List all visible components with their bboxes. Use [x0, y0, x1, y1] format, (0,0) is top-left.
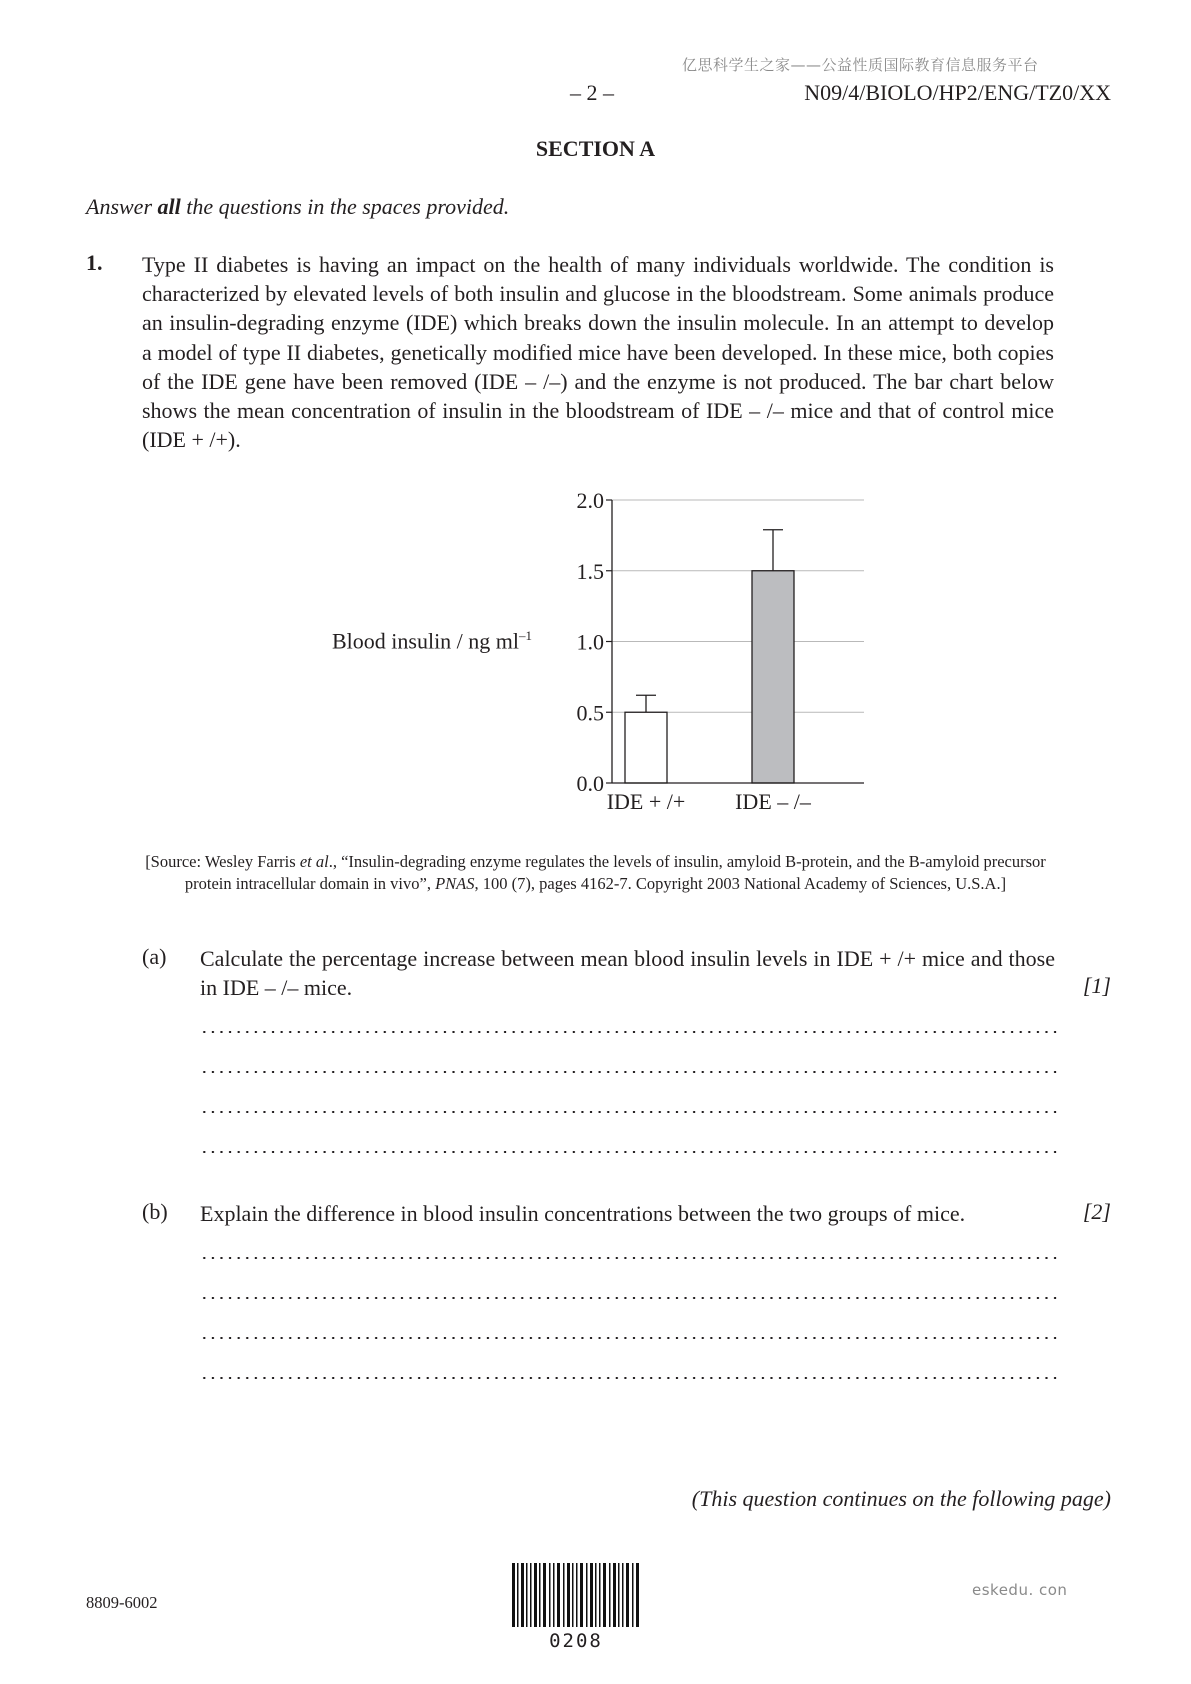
chart-y-label — [332, 628, 532, 654]
part-a-marks: [1] — [1082, 973, 1111, 998]
part-a-label: (a) — [142, 944, 167, 969]
source-line-1-italic: et al — [299, 852, 329, 871]
x-category-label: IDE + /+ — [606, 789, 686, 814]
answer-line-b1[interactable] — [200, 1257, 1060, 1259]
source-line-2 — [0, 873, 1191, 895]
barcode-number: 0208 — [549, 1630, 603, 1652]
barcode-icon — [512, 1563, 642, 1627]
part-b-label: (b) — [142, 1199, 168, 1224]
answer-line-a2[interactable] — [200, 1071, 1060, 1073]
y-tick-label: 0.0 — [576, 771, 604, 796]
x-category-label: IDE – /– — [735, 789, 811, 814]
question-number: 1. — [86, 250, 103, 275]
source-line-1-prefix: [Source: Wesley Farris — [145, 852, 300, 871]
bar-ide-plus — [625, 712, 667, 783]
source-line-1-suffix: ., “Insulin-degrading enzyme regulates the levels of insulin, amyloid B-protein, and the B-amyloid precursor — [328, 852, 1046, 871]
y-tick-label: 1.5 — [576, 558, 604, 584]
part-b-text: Explain the difference in blood insulin concentrations between the two groups of mice. — [200, 1201, 966, 1226]
y-tick-label: 2.0 — [576, 490, 604, 513]
source-line-2-italic: PNAS — [435, 874, 475, 893]
answer-line-b3[interactable] — [200, 1337, 1060, 1339]
source-line-1 — [0, 851, 1191, 873]
instruction — [86, 194, 509, 220]
page-number: – 2 – — [570, 80, 614, 105]
section-title: SECTION A — [535, 136, 656, 161]
answer-line-a4[interactable] — [200, 1151, 1060, 1153]
part-a-text: Calculate the percentage increase between mean blood insulin levels in IDE + /+ mice and those in IDE – /– mice. — [200, 946, 1055, 1000]
paper-code: N09/4/BIOLO/HP2/ENG/TZ0/XX — [804, 80, 1111, 105]
instruction-before: Answer — [86, 194, 158, 219]
source-line-2-prefix: protein intracellular domain in vivo”, — [184, 874, 436, 893]
y-tick-label: 1.0 — [576, 629, 604, 655]
chart-y-label-text: Blood insulin / ng ml — [332, 628, 520, 654]
instruction-emphasis: all — [157, 194, 181, 219]
watermark-header: 亿思科学生之家——公益性质国际教育信息服务平台 — [682, 56, 1039, 74]
site-watermark: eskedu. con — [972, 1581, 1068, 1599]
chart-y-label-superscript: –1 — [519, 628, 533, 643]
source-citation — [0, 851, 1191, 895]
footer-code: 8809-6002 — [86, 1593, 158, 1612]
answer-line-b4[interactable] — [200, 1377, 1060, 1379]
answer-line-b2[interactable] — [200, 1297, 1060, 1299]
bar-ide-minus — [752, 571, 794, 783]
answer-line-a3[interactable] — [200, 1111, 1060, 1113]
y-tick-label: 0.5 — [576, 700, 604, 726]
answer-line-a1[interactable] — [200, 1031, 1060, 1033]
question-text: Type II diabetes is having an impact on the health of many individuals worldwide. The condition is characterized by elevated levels of both insulin and glucose in the bloodstream. Some animals produce an insulin-degrading enzyme (IDE) which breaks down the insulin molecule. In an attempt to develop a model of type II diabetes, genetically modified mice have been developed. In these mice, both copies of the IDE gene have been removed (IDE – /–) and the enzyme is not produced. The bar chart below shows the mean concentration of insulin in the bloodstream of IDE – /– mice and that of control mice (IDE + /+). — [142, 252, 1054, 453]
part-b-marks: [2] — [1082, 1199, 1111, 1224]
instruction-after: the questions in the spaces provided. — [180, 194, 510, 219]
source-line-2-suffix: , 100 (7), pages 4162-7. Copyright 2003 National Academy of Sciences, U.S.A.] — [474, 874, 1007, 893]
continue-note: (This question continues on the following page) — [691, 1486, 1111, 1511]
bar-chart — [560, 490, 880, 820]
